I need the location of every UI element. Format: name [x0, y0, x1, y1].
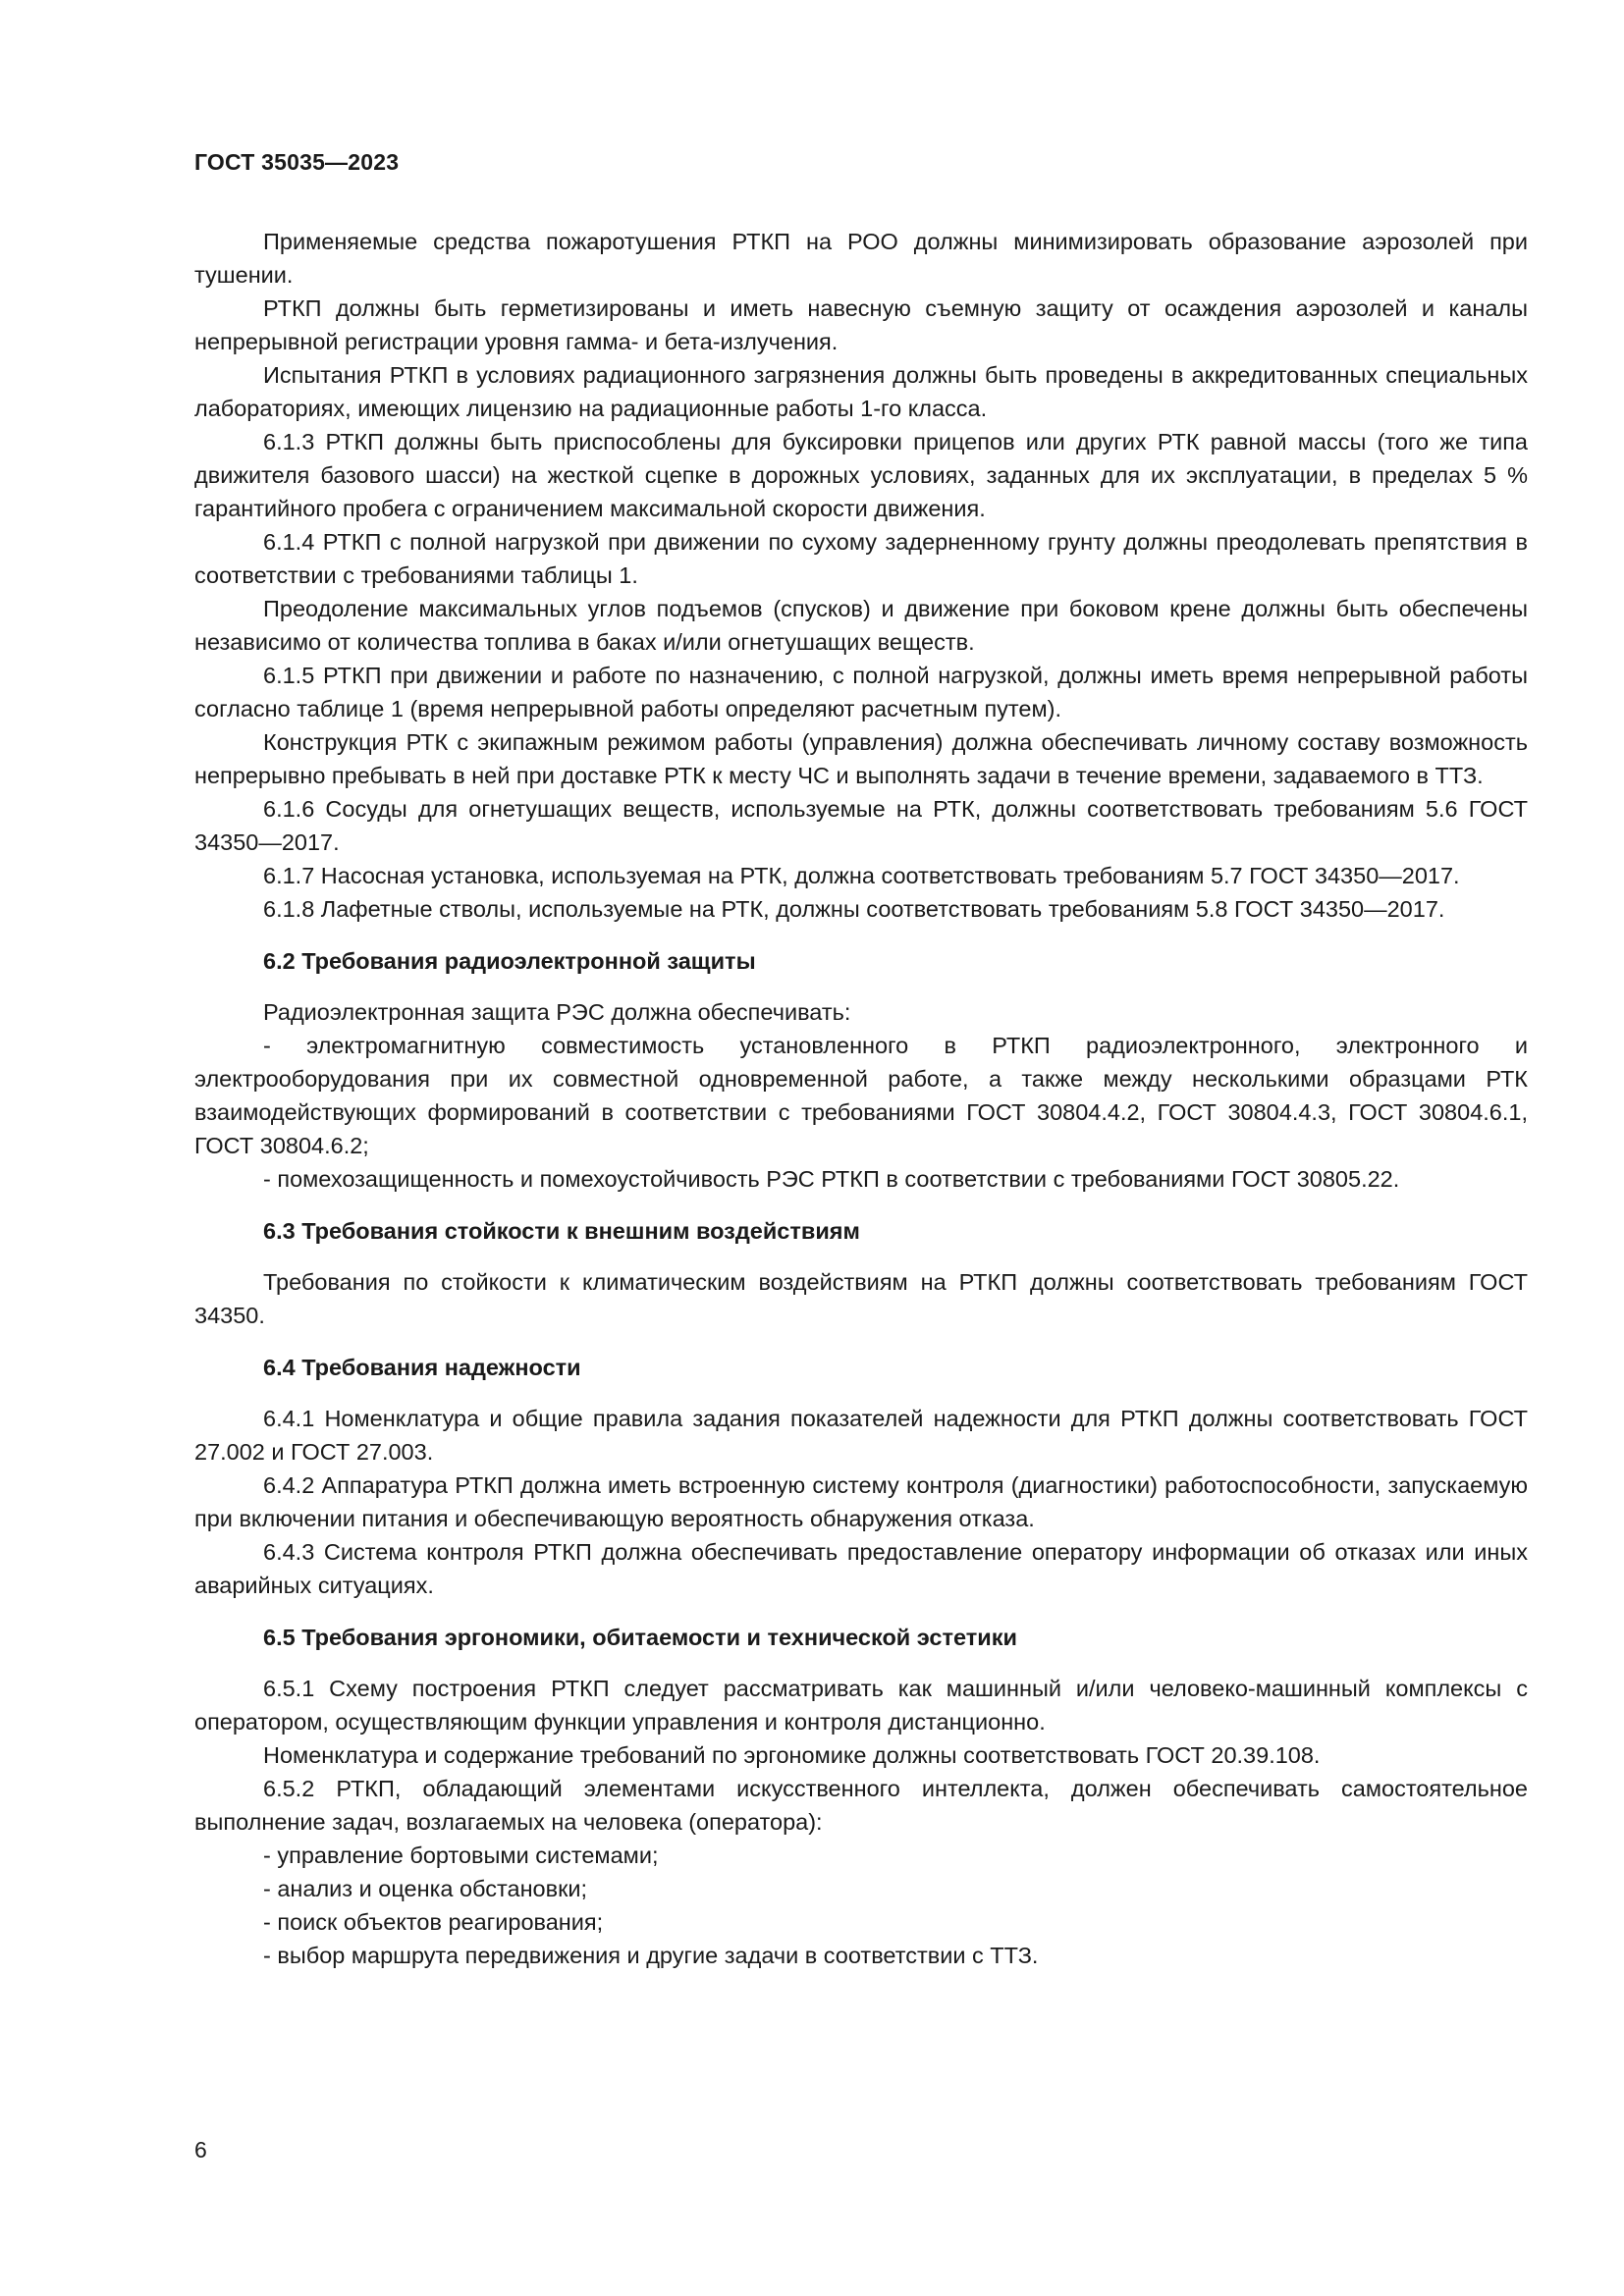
paragraph: РТКП должны быть герметизированы и иметь навесную съемную защиту от осаждения аэрозолей и каналы непрерывной регистрации уровня гамма- и бета-излучения. [194, 295, 1528, 354]
list-item: - поиск объектов реагирования; [263, 1909, 604, 1935]
paragraph: Применяемые средства пожаротушения РТКП на РОО должны минимизировать образование аэрозолей при тушении. [194, 229, 1528, 288]
list-item: - выбор маршрута передвижения и другие задачи в соответствии с ТТЗ. [263, 1943, 1039, 1968]
paragraph-6-5-2: 6.5.2 РТКП, обладающий элементами искусственного интеллекта, должен обеспечивать самостоятельное выполнение задач, возлагаемых на человека (оператора): [194, 1776, 1528, 1835]
section-title-6-4: 6.4 Требования надежности [263, 1355, 581, 1380]
list-item: - анализ и оценка обстановки; [263, 1876, 588, 1901]
section-title-6-3: 6.3 Требования стойкости к внешним воздействиям [263, 1218, 860, 1244]
paragraph: Испытания РТКП в условиях радиационного загрязнения должны быть проведены в аккредитованных специальных лабораториях, имеющих лицензию на радиационные работы 1-го класса. [194, 362, 1528, 421]
paragraph: - электромагнитную совместимость установленного в РТКП радиоэлектронного, электронного и электрооборудования при их совместной одновременной работе, а также между несколькими образцами РТК взаимодействующих формирований в соответствии с требованиями ГОСТ 30804.4.2, ГОСТ 30804.4.3, ГОСТ 30804.6.1, ГОСТ 30804.6.2; [194, 1033, 1528, 1158]
page-number: 6 [194, 2137, 207, 2163]
paragraph-6-1-7: 6.1.7 Насосная установка, используемая на РТК, должна соответствовать требованиям 5.7 ГОСТ 34350—2017. [263, 863, 1460, 888]
paragraph-6-5-1: 6.5.1 Схему построения РТКП следует рассматривать как машинный и/или человеко-машинный комплексы с оператором, осуществляющим функции управления и контроля дистанционно. [194, 1676, 1528, 1735]
section-title-6-2: 6.2 Требования радиоэлектронной защиты [263, 948, 756, 974]
section-title-6-5: 6.5 Требования эргономики, обитаемости и технической эстетики [263, 1625, 1017, 1650]
paragraph: Конструкция РТК с экипажным режимом работы (управления) должна обеспечивать личному составу возможность непрерывно пребывать в ней при доставке РТК к месту ЧС и выполнять задачи в течение времени, задаваемого в ТТЗ. [194, 729, 1528, 788]
paragraph: Номенклатура и содержание требований по эргономике должны соответствовать ГОСТ 20.39.108. [263, 1742, 1321, 1768]
paragraph-6-1-4: 6.1.4 РТКП с полной нагрузкой при движении по сухому задерненному грунту должны преодолевать препятствия в соответствии с требованиями таблицы 1. [194, 529, 1528, 588]
paragraph-6-4-1: 6.4.1 Номенклатура и общие правила задания показателей надежности для РТКП должны соответствовать ГОСТ 27.002 и ГОСТ 27.003. [194, 1406, 1528, 1465]
paragraph-6-1-5: 6.1.5 РТКП при движении и работе по назначению, с полной нагрузкой, должны иметь время непрерывной работы согласно таблице 1 (время непрерывной работы определяют расчетным путем). [194, 663, 1528, 721]
list-item: - управление бортовыми системами; [263, 1842, 659, 1868]
paragraph-6-1-6: 6.1.6 Сосуды для огнетушащих веществ, используемые на РТК, должны соответствовать требованиям 5.6 ГОСТ 34350—2017. [194, 796, 1528, 855]
paragraph-6-4-3: 6.4.3 Система контроля РТКП должна обеспечивать предоставление оператору информации об отказах или иных аварийных ситуациях. [194, 1539, 1528, 1598]
document-header: ГОСТ 35035—2023 [194, 149, 400, 175]
paragraph-6-1-8: 6.1.8 Лафетные стволы, используемые на РТК, должны соответствовать требованиям 5.8 ГОСТ 34350—2017. [263, 896, 1445, 922]
paragraph-6-1-3: 6.1.3 РТКП должны быть приспособлены для буксировки прицепов или других РТК равной массы (того же типа движителя базового шасси) на жесткой сцепке в дорожных условиях, заданных для их эксплуатации, в пределах 5 % гарантийного пробега с ограничением максимальной скорости движения. [194, 429, 1528, 521]
document-body [194, 225, 1528, 1972]
paragraph: Радиоэлектронная защита РЭС должна обеспечивать: [263, 999, 851, 1025]
paragraph-6-4-2: 6.4.2 Аппаратура РТКП должна иметь встроенную систему контроля (диагностики) работоспособности, запускаемую при включении питания и обеспечивающую вероятность обнаружения отказа. [194, 1472, 1528, 1531]
paragraph: Преодоление максимальных углов подъемов (спусков) и движение при боковом крене должны быть обеспечены независимо от количества топлива в баках и/или огнетушащих веществ. [194, 596, 1528, 655]
paragraph: Требования по стойкости к климатическим воздействиям на РТКП должны соответствовать требованиям ГОСТ 34350. [194, 1269, 1528, 1328]
paragraph: - помехозащищенность и помехоустойчивость РЭС РТКП в соответствии с требованиями ГОСТ 30805.22. [263, 1166, 1400, 1192]
